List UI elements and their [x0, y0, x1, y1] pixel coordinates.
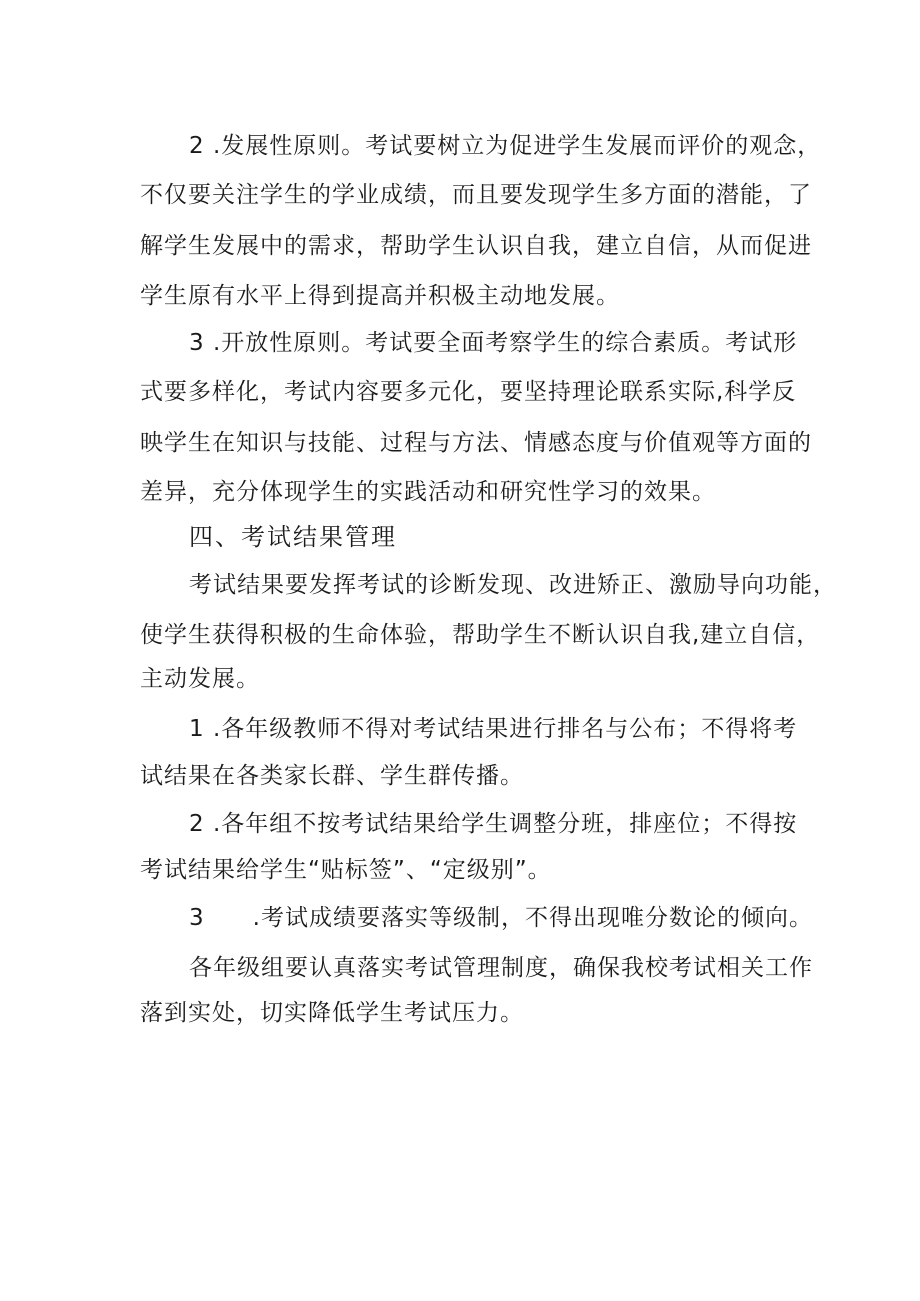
- paragraph-3-line-3: 映学生在知识与技能、过程与方法、情感态度与价值观等方面的: [140, 430, 812, 456]
- paragraph-3-line-2: 式要多样化，考试内容要多元化，要坚持理论联系实际,科学反: [140, 379, 797, 405]
- paragraph-2-line-1: 2 .发展性原则。考试要树立为促进学生发展而评价的观念，: [189, 133, 822, 159]
- closing-line-2: 落到实处，切实降低学生考试压力。: [140, 1000, 524, 1026]
- item-3-line-1: 3 .考试成绩要落实等级制，不得出现唯分数论的倾向。: [189, 905, 813, 931]
- item-2-line-2: 考试结果给学生“贴标签”、“定级别”。: [140, 857, 552, 883]
- section-intro-line-3: 主动发展。: [140, 666, 260, 692]
- paragraph-3-line-4: 差异，充分体现学生的实践活动和研究性学习的效果。: [140, 479, 716, 505]
- section-intro-line-1: 考试结果要发挥考试的诊断发现、改进矫正、激励导向功能，: [189, 572, 837, 598]
- closing-line-1: 各年级组要认真落实考试管理制度，确保我校考试相关工作: [189, 955, 813, 981]
- paragraph-2-line-4: 学生原有水平上得到提高并积极主动地发展。: [140, 283, 620, 309]
- paragraph-2-line-3: 解学生发展中的需求，帮助学生认识自我，建立自信，从而促进: [140, 233, 812, 259]
- paragraph-3-line-1: 3 .开放性原则。考试要全面考察学生的综合素质。考试形: [189, 330, 798, 356]
- section-intro-line-2: 使学生获得积极的生命体验，帮助学生不断认识自我,建立自信，: [140, 622, 821, 648]
- section-heading: 四、考试结果管理: [189, 523, 397, 551]
- item-2-line-1: 2 .各年组不按考试结果给学生调整分班，排座位；不得按: [189, 811, 798, 837]
- paragraph-2-line-2: 不仅要关注学生的学业成绩，而且要发现学生多方面的潜能，了: [140, 182, 812, 208]
- item-1-line-2: 试结果在各类家长群、学生群传播。: [140, 763, 524, 789]
- item-1-line-1: 1 .各年级教师不得对考试结果进行排名与公布；不得将考: [189, 716, 798, 742]
